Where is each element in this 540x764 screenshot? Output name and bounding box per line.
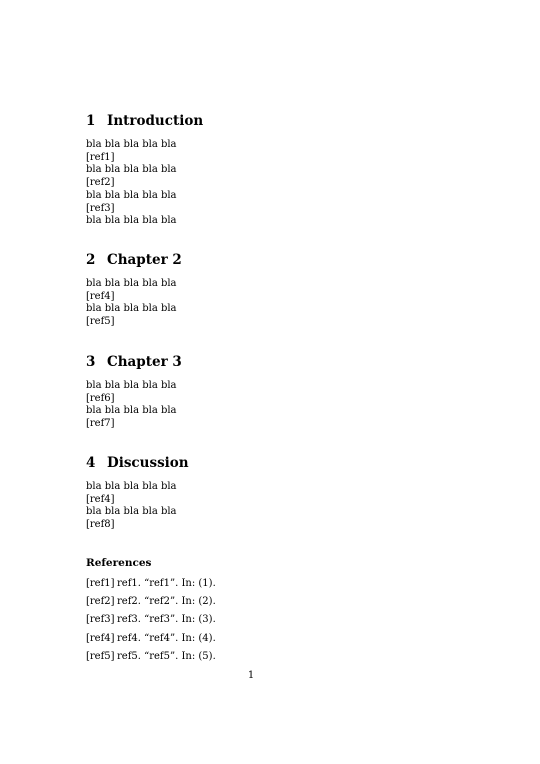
section-title: Introduction — [107, 113, 204, 129]
body-text: bla bla bla bla bla — [86, 215, 177, 227]
section-body — [86, 380, 486, 431]
section-number: 3 — [86, 354, 96, 370]
reference-key: [ref1] — [86, 578, 115, 589]
body-text: bla bla bla bla bla — [86, 481, 177, 492]
section-body — [86, 278, 486, 329]
body-text: bla bla bla bla bla — [86, 380, 177, 391]
reference-key: [ref4] — [86, 632, 115, 644]
page-number: 1 — [247, 670, 255, 681]
reference-key: [ref5] — [86, 650, 115, 662]
citation: [ref1] — [86, 151, 115, 163]
citation: [ref8] — [86, 519, 115, 531]
citation: [ref3] — [86, 202, 115, 214]
reference-key: [ref2] — [86, 596, 115, 608]
references-title: References — [86, 557, 152, 569]
reference-item — [86, 614, 486, 626]
section-title: Discussion — [107, 455, 189, 471]
section-chapter-2 — [86, 252, 486, 329]
section-discussion — [86, 455, 486, 532]
section-title: Chapter 2 — [107, 252, 182, 268]
reference-text: ref3. “ref3”. In: (3). — [117, 614, 216, 626]
citation: [ref4] — [86, 290, 115, 302]
body-text: bla bla bla bla bla — [86, 164, 177, 176]
body-text: bla bla bla bla bla — [86, 303, 177, 315]
reference-text: ref5. “ref5”. In: (5). — [117, 650, 216, 662]
section-number: 1 — [86, 113, 96, 129]
citation: [ref6] — [86, 392, 115, 404]
body-text: bla bla bla bla bla — [86, 139, 177, 150]
reference-item — [86, 633, 486, 645]
section-body — [86, 139, 486, 228]
section-heading — [86, 455, 486, 471]
section-number: 2 — [86, 252, 96, 268]
body-text: bla bla bla bla bla — [86, 278, 177, 289]
section-introduction — [86, 113, 486, 228]
reference-text: ref2. “ref2”. In: (2). — [117, 596, 216, 608]
section-chapter-3 — [86, 354, 486, 431]
citation: [ref4] — [86, 493, 115, 505]
references-section — [86, 557, 486, 669]
section-heading — [86, 252, 486, 268]
citation: [ref2] — [86, 177, 115, 189]
reference-key: [ref3] — [86, 614, 115, 626]
section-body — [86, 481, 486, 532]
citation: [ref5] — [86, 316, 115, 328]
reference-item — [86, 651, 486, 663]
section-heading — [86, 113, 486, 129]
reference-text: ref4. “ref4”. In: (4). — [117, 632, 216, 644]
body-text: bla bla bla bla bla — [86, 405, 177, 417]
section-number: 4 — [86, 455, 96, 471]
reference-item — [86, 578, 486, 590]
citation: [ref7] — [86, 418, 115, 430]
reference-item — [86, 596, 486, 608]
body-text: bla bla bla bla bla — [86, 506, 177, 518]
section-heading — [86, 354, 486, 370]
section-title: Chapter 3 — [107, 354, 182, 370]
reference-text: ref1. “ref1”. In: (1). — [117, 578, 216, 589]
reference-list — [86, 578, 486, 663]
body-text: bla bla bla bla bla — [86, 189, 177, 201]
